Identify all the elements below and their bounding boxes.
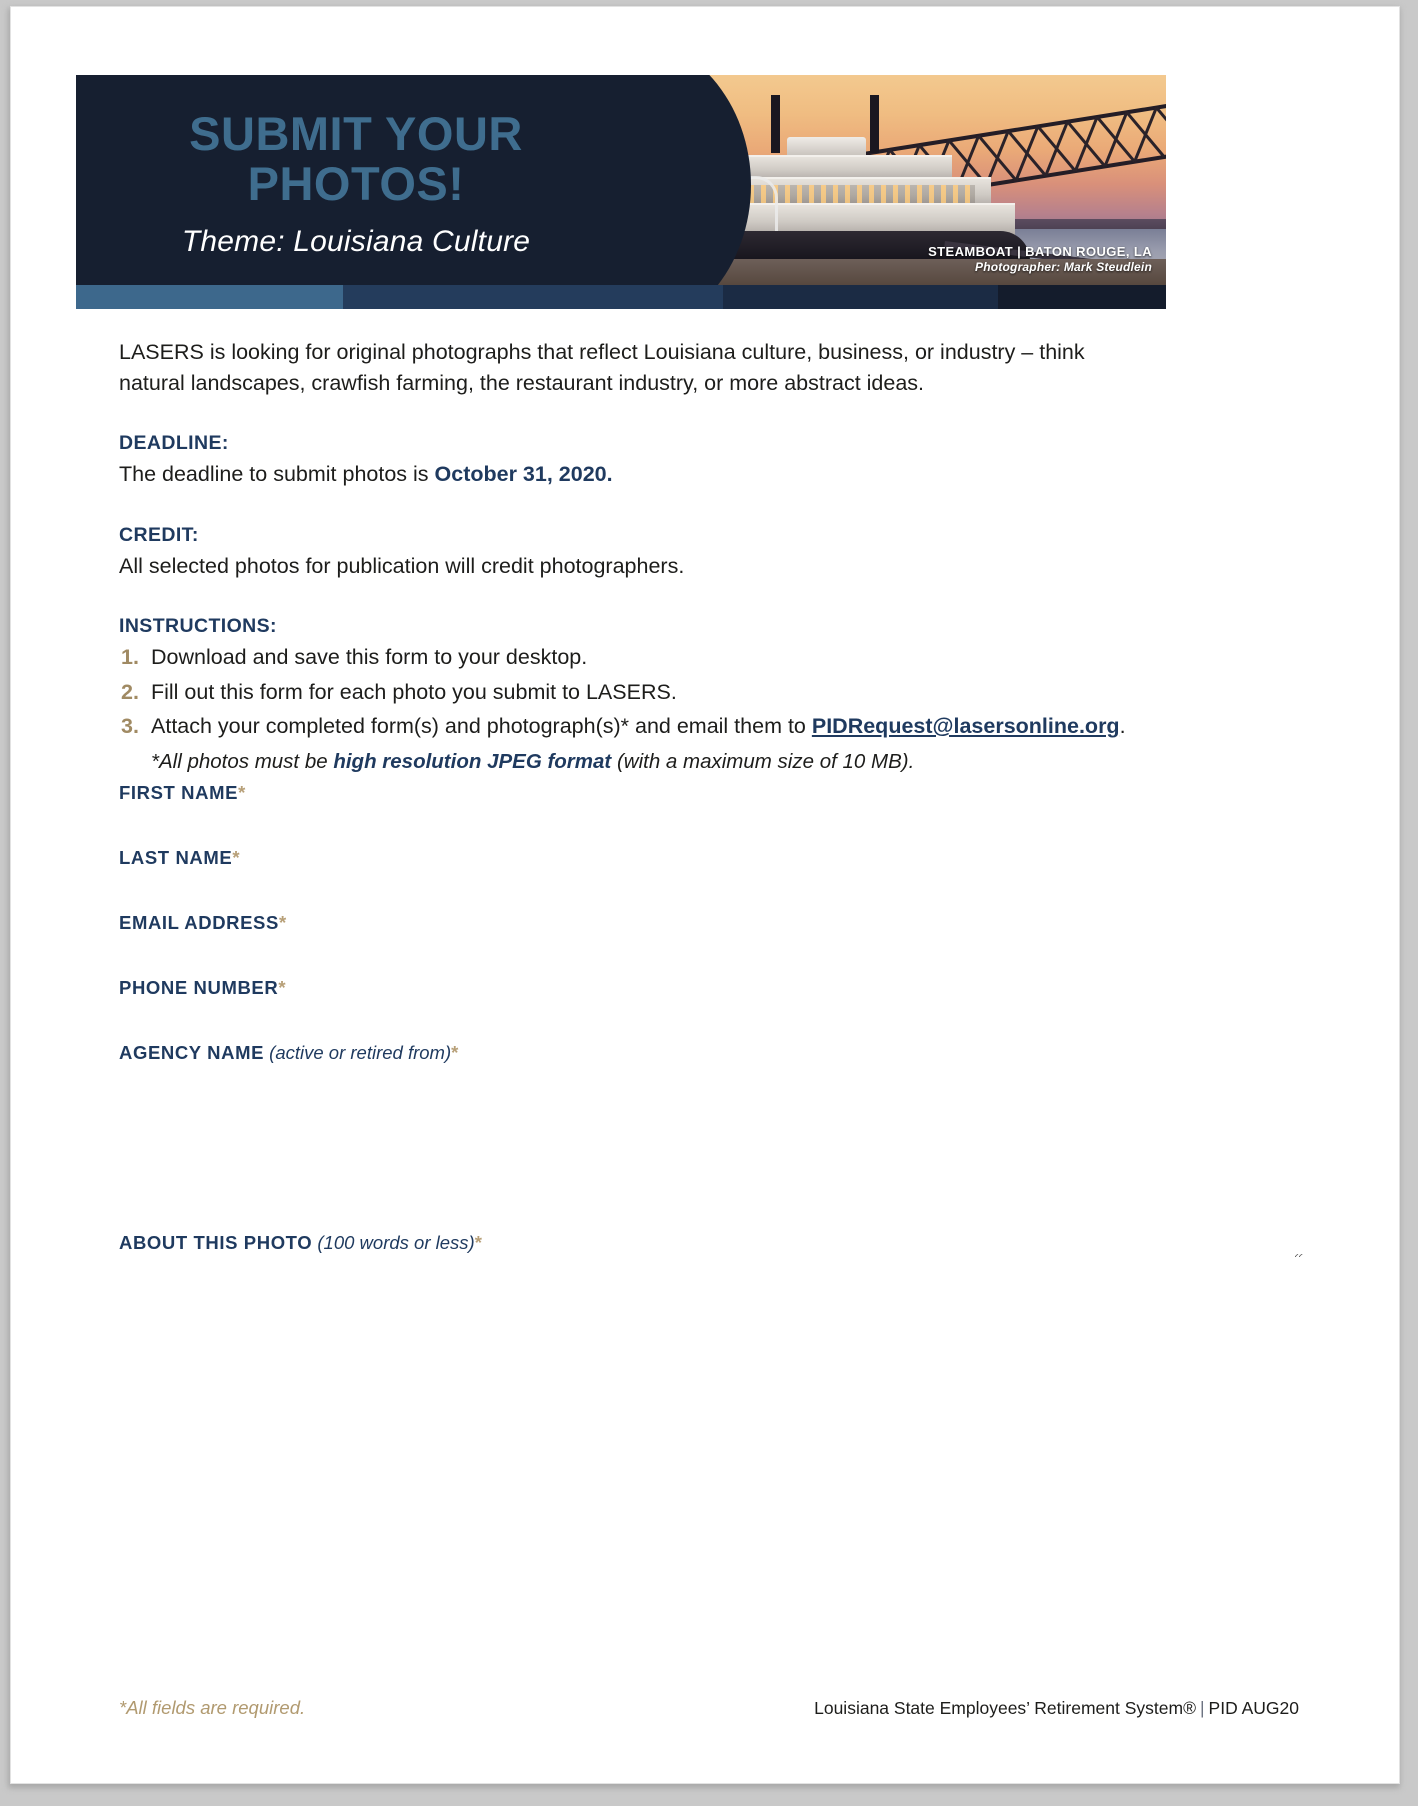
deadline-date: October 31, 2020. [434, 462, 613, 487]
label-first-name-text: FIRST NAME [119, 782, 239, 803]
accent-stripe-1 [76, 285, 343, 309]
body-content [119, 337, 1299, 776]
page-footer [119, 1697, 1299, 1719]
required-marker: * [451, 1042, 459, 1063]
label-phone-number [119, 977, 1299, 999]
label-phone-number-text: PHONE NUMBER [119, 977, 279, 998]
label-agency-name [119, 1042, 1299, 1064]
jpeg-note-suffix: (with a maximum size of 10 MB). [611, 749, 915, 773]
label-agency-name-hint: (active or retired from) [264, 1042, 452, 1063]
deadline-text [119, 459, 1299, 490]
deadline-heading: DEADLINE: [119, 432, 229, 455]
jpeg-note-bold: high resolution JPEG format [333, 749, 612, 773]
label-email-address-text: EMAIL ADDRESS [119, 912, 279, 933]
credit-section [119, 524, 1299, 582]
instruction-text-1: Download and save this form to your desktop. [151, 645, 588, 670]
document-page [10, 6, 1400, 1784]
instruction-item-1 [119, 642, 1299, 673]
credit-heading: CREDIT: [119, 523, 199, 546]
field-about-this-photo [119, 1232, 1299, 1258]
field-last-name [119, 847, 1299, 871]
label-email-address [119, 912, 1299, 934]
email-link[interactable]: PIDRequest@lasersonline.org [811, 714, 1120, 739]
instruction-text-2: Fill out this form for each photo you submit to LASERS. [151, 679, 677, 704]
photo-caption-credit: Photographer: Mark Steudlein [975, 260, 1152, 274]
field-phone-number [119, 977, 1299, 1001]
label-about-this-photo-text: ABOUT THIS PHOTO [119, 1232, 313, 1253]
last-name-input[interactable] [119, 869, 1303, 871]
agency-name-input[interactable] [119, 1064, 1303, 1066]
photo-submission-form [119, 782, 1299, 1066]
instruction-text-3-prefix: Attach your completed form(s) and photograph(s)* and email them to [151, 714, 812, 739]
label-about-this-photo [119, 1232, 1299, 1254]
accent-stripe-row [76, 285, 1166, 309]
field-agency-name [119, 1042, 1299, 1066]
steamboat-photo [621, 75, 1166, 285]
instruction-item-3 [119, 711, 1299, 742]
footer-org-line [814, 1698, 1299, 1719]
instructions-list [119, 642, 1299, 742]
field-email-address [119, 912, 1299, 936]
photo-caption-location: STEAMBOAT | BATON ROUGE, LA [928, 243, 1152, 259]
required-marker: * [474, 1232, 483, 1253]
required-marker: * [278, 977, 287, 998]
label-last-name [119, 847, 1299, 869]
instruction-item-2 [119, 677, 1299, 708]
theme-subtitle: Theme: Louisiana Culture [181, 224, 531, 258]
required-marker: * [238, 782, 246, 803]
label-last-name-text: LAST NAME [119, 847, 233, 868]
banner-curve-mask [621, 75, 751, 285]
jpeg-note-prefix: *All photos must be [151, 749, 334, 773]
phone-number-input[interactable] [119, 999, 1303, 1001]
required-fields-note: *All fields are required. [119, 1697, 306, 1718]
required-marker: * [278, 912, 287, 933]
first-name-input[interactable] [119, 804, 1303, 806]
instructions-section [119, 615, 1299, 776]
required-marker: * [232, 847, 241, 868]
banner-text-block [76, 75, 636, 259]
email-address-input[interactable] [119, 934, 1303, 936]
footer-doc-code: PID AUG20 [1208, 1698, 1299, 1718]
about-this-photo-textarea[interactable] [119, 1254, 1303, 1258]
footer-org-name: Louisiana State Employees’ Retirement System® [814, 1698, 1196, 1718]
deadline-text-prefix: The deadline to submit photos is [119, 462, 435, 487]
page-title-line1: SUBMIT YOUR [189, 107, 523, 160]
instruction-number-3: 3. [121, 714, 139, 739]
instruction-number-2: 2. [121, 679, 139, 704]
instruction-number-1: 1. [121, 645, 139, 670]
page-title-line2: PHOTOS! [247, 156, 465, 210]
jpeg-note [151, 748, 1299, 777]
instruction-text-3-suffix: . [1119, 714, 1126, 739]
accent-stripe-2 [343, 285, 723, 309]
accent-stripe-3 [723, 285, 998, 309]
footer-separator: | [1199, 1698, 1205, 1718]
credit-text: All selected photos for publication will credit photographers. [119, 553, 685, 578]
header-banner [76, 75, 1166, 285]
field-first-name [119, 782, 1299, 806]
accent-stripe-4 [998, 285, 1166, 309]
instructions-heading: INSTRUCTIONS: [119, 615, 277, 638]
photo-caption [928, 244, 1152, 275]
page-title [106, 109, 606, 209]
label-first-name [119, 782, 1299, 804]
label-agency-name-text: AGENCY NAME [119, 1042, 265, 1063]
deadline-section [119, 432, 1299, 490]
label-about-this-photo-hint: (100 words or less) [312, 1232, 475, 1253]
intro-paragraph: LASERS is looking for original photographs that reflect Louisiana culture, business, or industry – think natural landscapes, crawfish farming, the restaurant industry, or more abstract ideas. [119, 340, 1085, 395]
